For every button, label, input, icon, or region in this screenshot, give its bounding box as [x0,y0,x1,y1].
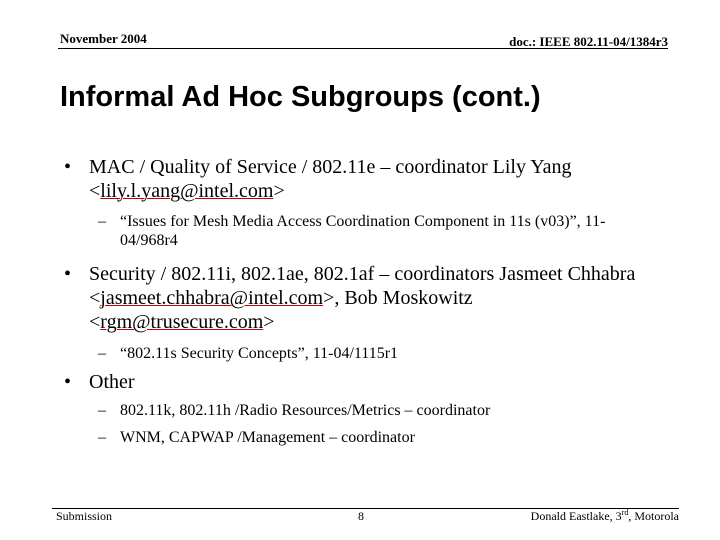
sub-bullet-1-1-text: “Issues for Mesh Media Access Coordination Component in 11s (v03)”, 11-04/968r4 [120,213,606,249]
bullet-2-text-mid: >, Bob Moskowitz < [89,287,473,333]
bullet-1-text-after: > [273,180,285,202]
sub-bullet-3-2-marker: – [98,429,106,446]
bullet-3-text: Other [89,371,135,393]
sub-bullet-2-1-text: “802.11s Security Concepts”, 11-04/1115r1 [120,345,399,362]
footer-author-sup: rd [621,508,629,517]
sub-bullet-3-1-marker: – [98,402,106,419]
footer-page-number: 8 [358,509,364,523]
email-link-lily-yang[interactable]: lily.l.yang@intel.com [100,180,274,202]
footer-author-name: Donald Eastlake, 3 [530,509,622,523]
bullet-1-text-before: MAC / Quality of Service / 802.11e – coordinator Lily Yang < [89,156,572,202]
footer-submission: Submission [56,509,113,523]
sub-bullet-1-1-marker: – [98,213,106,230]
footer-author-org: , Motorola [628,509,679,523]
slide-title: Informal Ad Hoc Subgroups (cont.) [60,81,541,113]
bullet-1-marker: • [64,156,72,178]
email-link-bob-moskowitz[interactable]: rgm@trusecure.com [100,311,264,333]
bullet-2-text-after: > [263,311,275,333]
slide-header-date: November 2004 [60,31,147,46]
sub-bullet-2-1-marker: – [98,345,106,362]
bullet-2-marker: • [64,263,72,285]
bullet-1-text [89,155,649,203]
sub-bullet-3-2-text: WNM, CAPWAP /Management – coordinator [120,429,415,446]
header-divider [58,48,668,49]
sub-bullet-3-1-text: 802.11k, 802.11h /Radio Resources/Metrics – coordinator [120,402,491,419]
slide-header-doc-id: doc.: IEEE 802.11-04/1384r3 [509,34,668,49]
bullet-2-text-before: Security / 802.11i, 802.1ae, 802.1af – coordinators Jasmeet Chhabra < [89,263,636,309]
email-link-jasmeet-chhabra[interactable]: jasmeet.chhabra@intel.com [100,287,324,309]
footer-author [531,509,679,524]
bullet-3-marker: • [64,371,72,393]
bullet-2-text [89,262,649,334]
